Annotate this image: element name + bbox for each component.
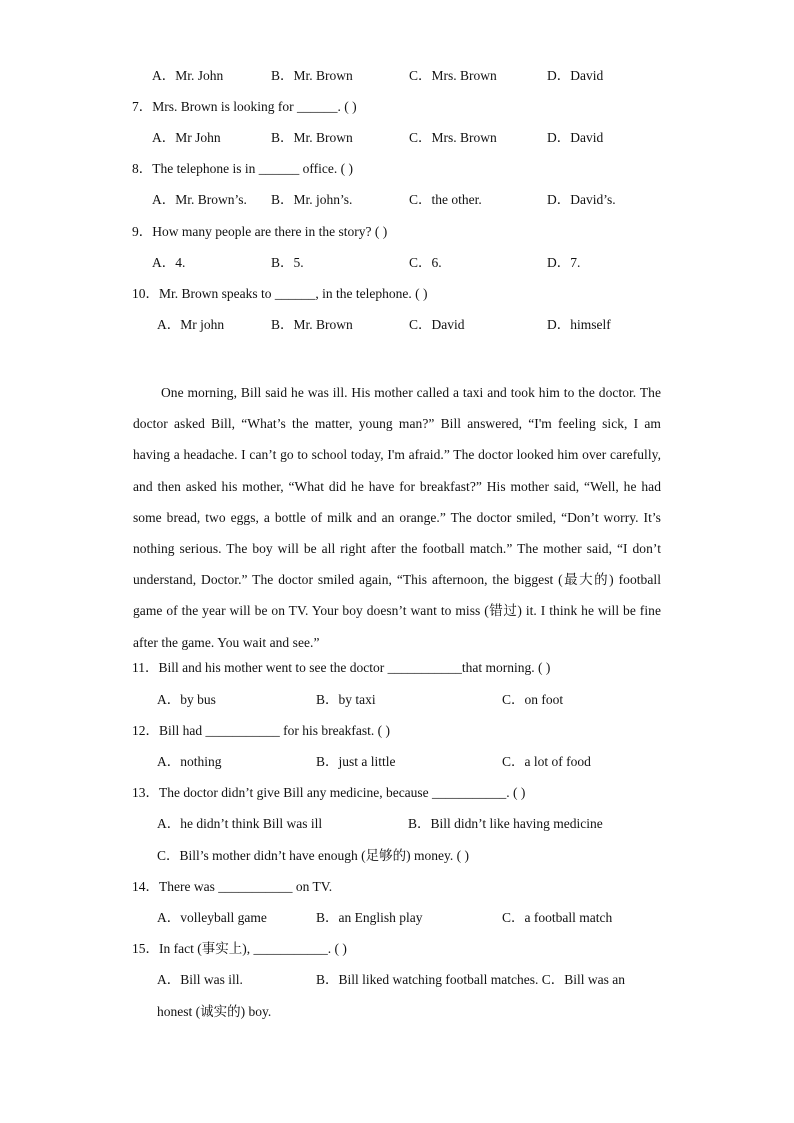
q14-option-b[interactable]: B．an English play [316, 910, 423, 925]
q9-option-c[interactable]: C．6. [409, 255, 442, 270]
q14-option-a[interactable]: A．volleyball game [157, 910, 267, 925]
q10-option-c[interactable]: C．David [409, 317, 465, 332]
q11-option-b[interactable]: B．by taxi [316, 692, 376, 707]
q12-option-b[interactable]: B．just a little [316, 754, 396, 769]
q9-option-b[interactable]: B．5. [271, 255, 304, 270]
q8-option-a[interactable]: A．Mr. Brown’s. [152, 192, 247, 207]
question-13: 13．The doctor didn’t give Bill any medicine, because ___________. ( ) [132, 785, 526, 800]
q13-option-b[interactable]: B．Bill didn’t like having medicine [408, 816, 603, 831]
q13-option-a[interactable]: A．he didn’t think Bill was ill [157, 816, 323, 831]
q7-option-b[interactable]: B．Mr. Brown [271, 130, 353, 145]
q8-option-c[interactable]: C．the other. [409, 192, 482, 207]
q6-option-b[interactable]: B．Mr. Brown [271, 68, 353, 83]
q12-option-c[interactable]: C．a lot of food [502, 754, 591, 769]
q6-option-c[interactable]: C．Mrs. Brown [409, 68, 497, 83]
q11-option-a[interactable]: A．by bus [157, 692, 216, 707]
question-8: 8．The telephone is in ______ office. ( ) [132, 161, 353, 176]
question-9: 9．How many people are there in the story? ( ) [132, 224, 388, 239]
reading-passage: One morning, Bill said he was ill. His mother called a taxi and took him to the doctor. The doctor asked Bill, “What’s the matter, young man?” Bill answered, “I'm feeling sick, I am having a headache. I can’t go to school today, I'm afraid.” The doctor looked him over carefully, and then asked his mother, “What did he have for breakfast?” His mother said, “Well, he had some bread, two eggs, a bottle of milk and an orange.” The doctor smiled, “Don’t worry. It’s nothing serious. The boy will be all right after the football match.” The mother said, “I don’t understand, Doctor.” The doctor smiled again, “This afternoon, the biggest (最大的) football game of the year will be on TV. Your boy doesn’t want to miss (错过) it. I think he will be fine after the game. You wait and see.” [133, 385, 661, 650]
q13-option-c[interactable]: C．Bill’s mother didn’t have enough (足够的) money. ( ) [157, 848, 469, 863]
q9-option-a[interactable]: A．4. [152, 255, 186, 270]
question-14: 14．There was ___________ on TV. [132, 879, 333, 894]
q8-option-b[interactable]: B．Mr. john’s. [271, 192, 353, 207]
q7-option-a[interactable]: A．Mr John [152, 130, 221, 145]
question-11: 11．Bill and his mother went to see the doctor ___________that morning. ( ) [132, 660, 551, 675]
q15-option-c-continued[interactable]: honest (诚实的) boy. [157, 1004, 272, 1019]
question-15: 15．In fact (事实上), ___________. ( ) [132, 941, 347, 956]
question-7: 7．Mrs. Brown is looking for ______. ( ) [132, 99, 357, 114]
q12-option-a[interactable]: A．nothing [157, 754, 222, 769]
q7-option-c[interactable]: C．Mrs. Brown [409, 130, 497, 145]
q8-option-d[interactable]: D．David’s. [547, 192, 616, 207]
q11-option-c[interactable]: C．on foot [502, 692, 564, 707]
q6-option-d[interactable]: D．David [547, 68, 604, 83]
q6-option-a[interactable]: A．Mr. John [152, 68, 224, 83]
q10-option-b[interactable]: B．Mr. Brown [271, 317, 353, 332]
q9-option-d[interactable]: D．7. [547, 255, 581, 270]
question-12: 12．Bill had ___________ for his breakfast. ( ) [132, 723, 390, 738]
q10-option-d[interactable]: D．himself [547, 317, 611, 332]
q10-option-a[interactable]: A．Mr john [157, 317, 225, 332]
question-10: 10．Mr. Brown speaks to ______, in the telephone. ( ) [132, 286, 428, 301]
q7-option-d[interactable]: D．David [547, 130, 604, 145]
q14-option-c[interactable]: C．a football match [502, 910, 613, 925]
q15-option-a[interactable]: A．Bill was ill. [157, 972, 243, 987]
q15-option-bc[interactable]: B．Bill liked watching football matches. C．Bill was an [316, 972, 625, 987]
